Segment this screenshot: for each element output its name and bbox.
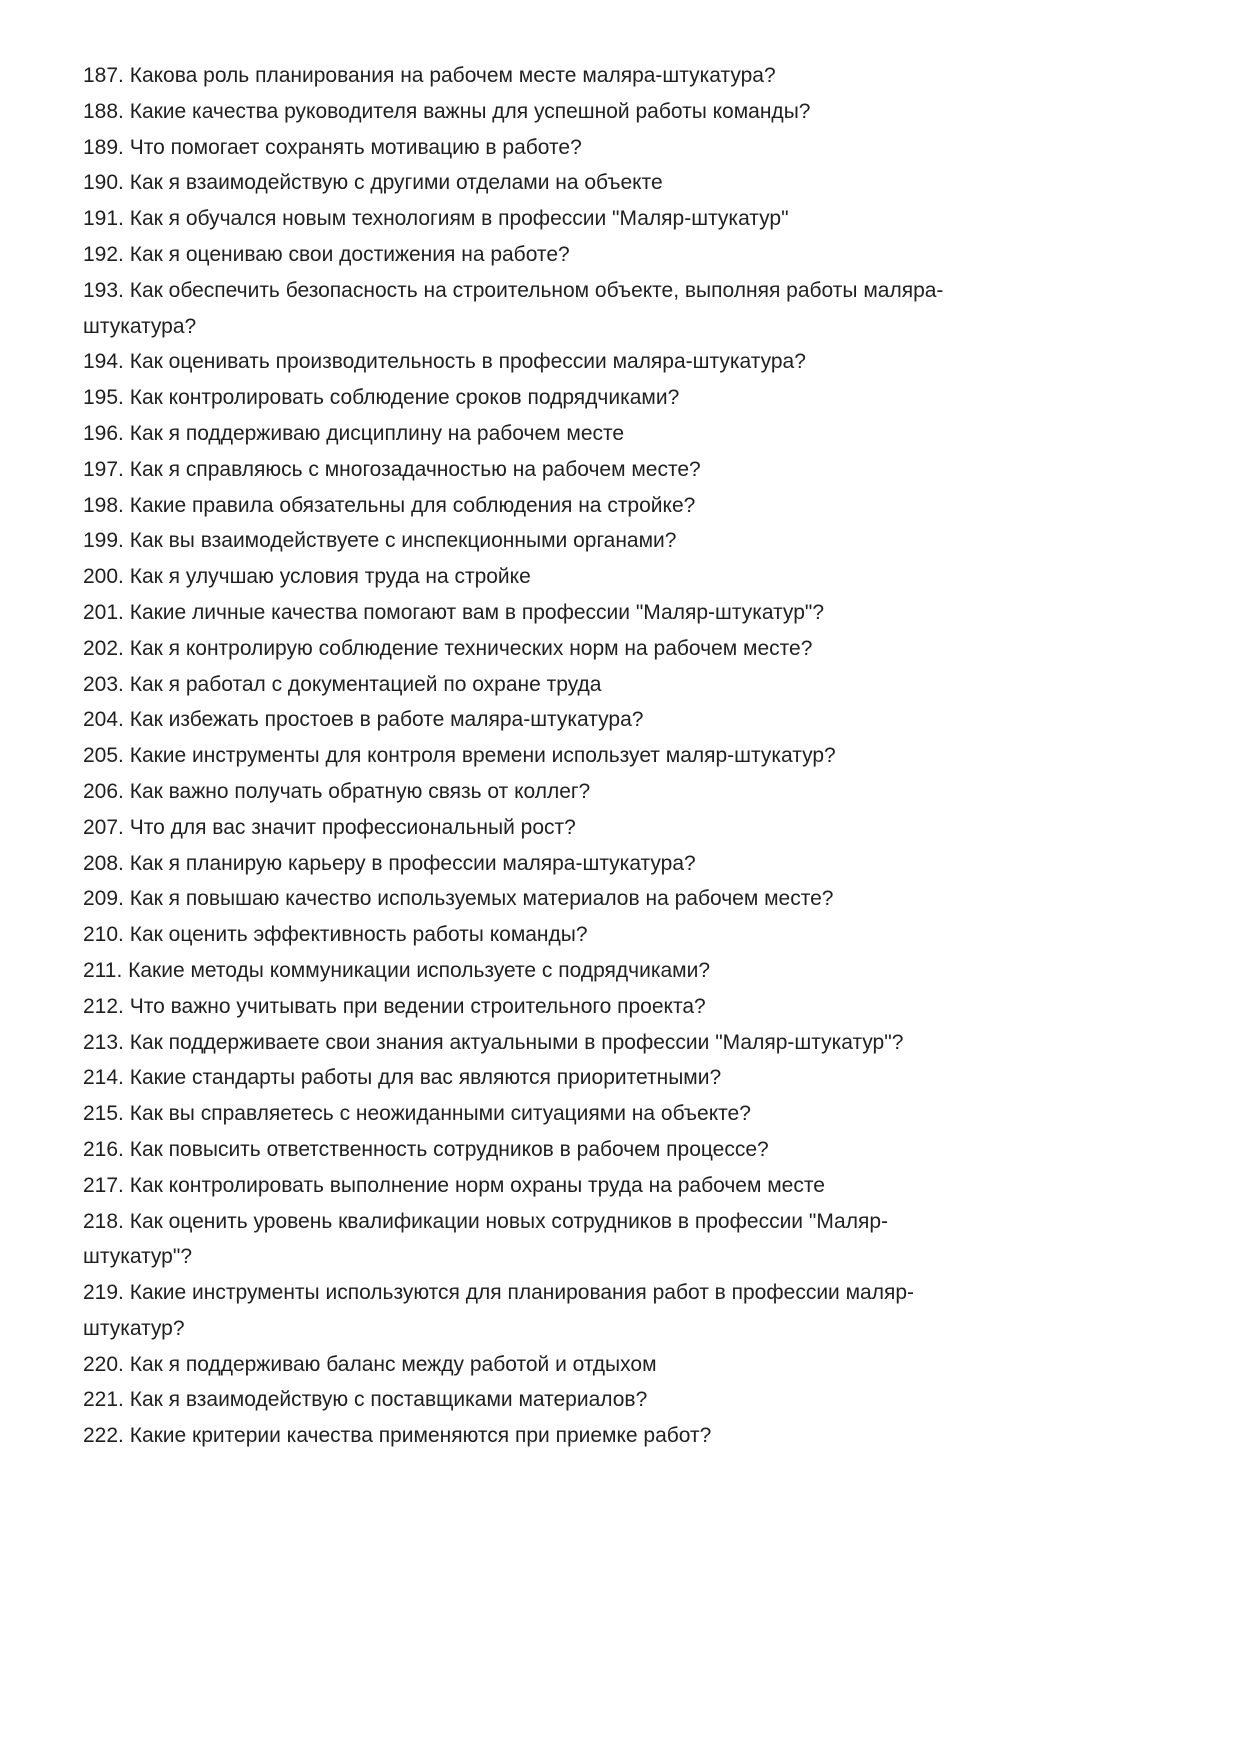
question-text: 204. Как избежать простоев в работе маляра-штукатура? xyxy=(83,708,644,732)
question-text: 196. Как я поддерживаю дисциплину на рабочем месте xyxy=(83,421,625,445)
question-item xyxy=(83,774,1113,810)
question-item xyxy=(83,559,1113,595)
question-text: 206. Как важно получать обратную связь от коллег? xyxy=(83,779,591,803)
question-item xyxy=(83,631,1113,667)
question-text: 198. Какие правила обязательны для соблюдения на стройке? xyxy=(83,493,696,517)
question-text: штукатур"? xyxy=(83,1245,192,1269)
question-text: 216. Как повысить ответственность сотрудников в рабочем процессе? xyxy=(83,1137,769,1161)
question-text: штукатура? xyxy=(83,314,197,338)
question-item xyxy=(83,953,1113,989)
question-item xyxy=(83,165,1113,201)
question-text: 215. Как вы справляетесь с неожиданными ситуациями на объекте? xyxy=(83,1102,751,1126)
question-item xyxy=(83,130,1113,166)
question-item xyxy=(83,1132,1113,1168)
question-item xyxy=(83,1168,1113,1204)
question-item xyxy=(83,917,1113,953)
question-item xyxy=(83,452,1113,488)
question-item xyxy=(83,488,1113,524)
question-text: 207. Что для вас значит профессиональный рост? xyxy=(83,815,576,839)
question-item xyxy=(83,201,1113,237)
question-item xyxy=(83,595,1113,631)
question-item xyxy=(83,738,1113,774)
question-item xyxy=(83,846,1113,882)
question-text: 217. Как контролировать выполнение норм охраны труда на рабочем месте xyxy=(83,1173,825,1197)
question-item xyxy=(83,1382,1113,1418)
question-text: 188. Какие качества руководителя важны для успешной работы команды? xyxy=(83,99,811,123)
question-text: 194. Как оценивать производительность в профессии маляра-штукатура? xyxy=(83,350,806,374)
question-text: 192. Как я оцениваю свои достижения на работе? xyxy=(83,242,570,266)
question-text: 209. Как я повышаю качество используемых материалов на рабочем месте? xyxy=(83,887,834,911)
question-item xyxy=(83,380,1113,416)
question-text: 195. Как контролировать соблюдение сроков подрядчиками? xyxy=(83,386,680,410)
question-item xyxy=(83,1204,1113,1276)
question-text: 197. Как я справляюсь с многозадачностью на рабочем месте? xyxy=(83,457,701,481)
question-text: 205. Какие инструменты для контроля времени использует маляр-штукатур? xyxy=(83,744,836,768)
question-item xyxy=(83,237,1113,273)
question-item xyxy=(83,989,1113,1025)
question-item xyxy=(83,523,1113,559)
question-item xyxy=(83,1025,1113,1061)
question-item xyxy=(83,1275,1113,1347)
question-item xyxy=(83,1347,1113,1383)
question-item xyxy=(83,702,1113,738)
question-text: 187. Какова роль планирования на рабочем месте маляра-штукатура? xyxy=(83,64,776,87)
question-text: 190. Как я взаимодействую с другими отделами на объекте xyxy=(83,171,663,195)
question-text: 191. Как я обучался новым технологиям в профессии "Маляр-штукатур" xyxy=(83,207,789,231)
question-item xyxy=(83,58,1113,94)
question-text: штукатур? xyxy=(83,1316,185,1340)
question-text: 193. Как обеспечить безопасность на строительном объекте, выполняя работы маляра- xyxy=(83,278,944,302)
question-text: 214. Какие стандарты работы для вас являются приоритетными? xyxy=(83,1066,722,1090)
question-text: 200. Как я улучшаю условия труда на стройке xyxy=(83,565,531,589)
question-item xyxy=(83,1060,1113,1096)
question-item xyxy=(83,273,1113,345)
question-text: 208. Как я планирую карьеру в профессии маляра-штукатура? xyxy=(83,851,696,875)
question-text: 221. Как я взаимодействую с поставщиками материалов? xyxy=(83,1388,648,1412)
question-text: 189. Что помогает сохранять мотивацию в работе? xyxy=(83,135,582,159)
question-item xyxy=(83,1418,1113,1454)
question-item xyxy=(83,344,1113,380)
question-item xyxy=(83,881,1113,917)
question-text: 222. Какие критерии качества применяются при приемке работ? xyxy=(83,1424,712,1448)
question-text: 220. Как я поддерживаю баланс между работой и отдыхом xyxy=(83,1352,657,1376)
question-text: 210. Как оценить эффективность работы команды? xyxy=(83,923,588,947)
question-item xyxy=(83,810,1113,846)
question-text: 212. Что важно учитывать при ведении строительного проекта? xyxy=(83,994,706,1018)
question-text: 199. Как вы взаимодействуете с инспекционными органами? xyxy=(83,529,677,553)
question-text: 213. Как поддерживаете свои знания актуальными в профессии "Маляр-штукатур"? xyxy=(83,1030,904,1054)
question-item xyxy=(83,1096,1113,1132)
question-text: 202. Как я контролирую соблюдение технических норм на рабочем месте? xyxy=(83,636,813,660)
question-item xyxy=(83,416,1113,452)
question-text: 203. Как я работал с документацией по охране труда xyxy=(83,672,602,696)
question-text: 211. Какие методы коммуникации используете с подрядчиками? xyxy=(83,958,711,982)
question-item xyxy=(83,94,1113,130)
question-text: 218. Как оценить уровень квалификации новых сотрудников в профессии "Маляр- xyxy=(83,1209,889,1233)
question-text: 201. Какие личные качества помогают вам в профессии "Маляр-штукатур"? xyxy=(83,600,825,624)
question-text: 219. Какие инструменты используются для планирования работ в профессии маляр- xyxy=(83,1281,915,1305)
question-list xyxy=(83,58,1113,1454)
question-item xyxy=(83,667,1113,703)
